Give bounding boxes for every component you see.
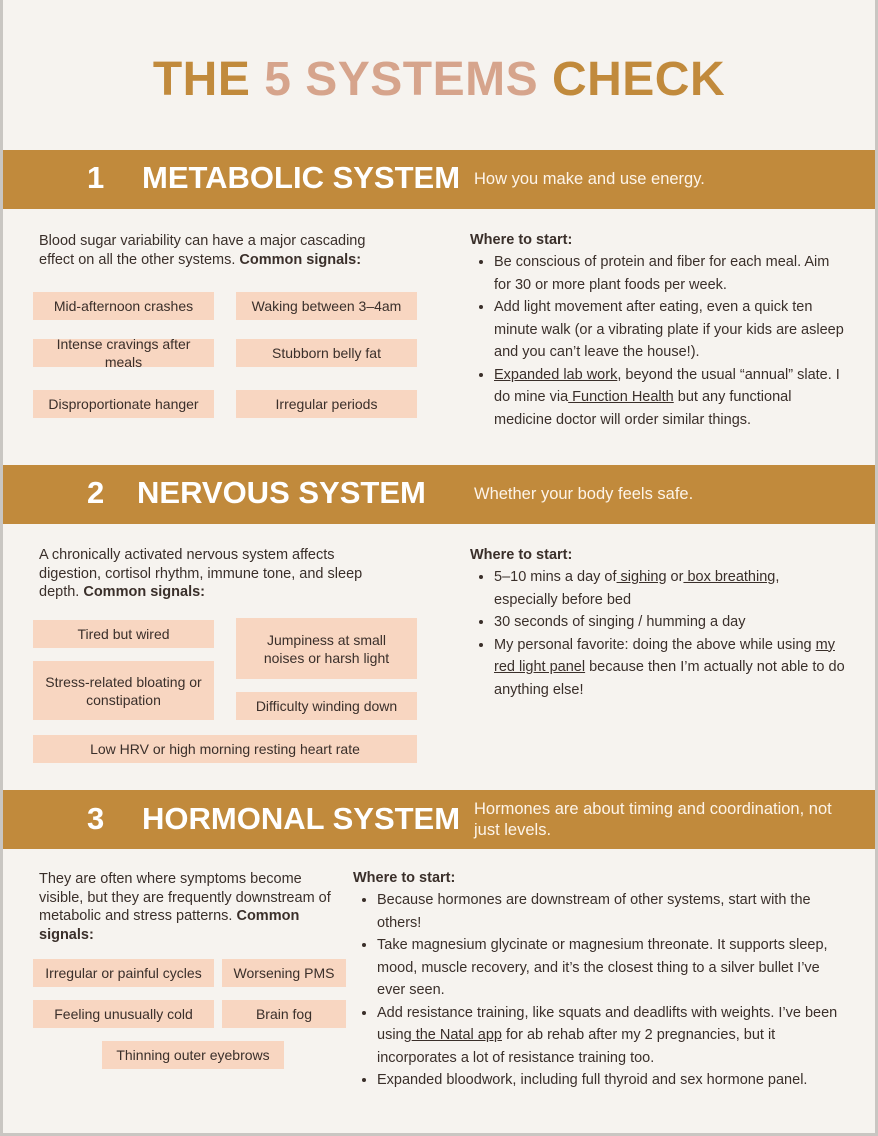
tip-item: • My personal favorite: doing the above while using my red light panel because then I’m actually not able to do anything else!: [494, 634, 845, 702]
where-to-start-heading: Where to start:: [470, 547, 573, 563]
signal-chip: Thinning outer eyebrows: [102, 1041, 284, 1069]
section-1-subtitle: How you make and use energy.: [474, 170, 705, 188]
section-1-header: [3, 150, 875, 209]
tip-item: • Add resistance training, like squats and deadlifts with weights. I’ve been using the Natal app for ab rehab after my 2 pregnancies, but it incorporates a lot of resistance training too.: [377, 1002, 849, 1070]
tip-item: • Expanded bloodwork, including full thyroid and sex hormone panel.: [377, 1069, 849, 1092]
tip-item: • Expanded lab work, beyond the usual “annual” slate. I do mine via Function Health but any functional medicine doctor will order similar things.: [494, 364, 845, 432]
section-1-number: 1: [87, 160, 105, 195]
signal-chip: Irregular periods: [236, 390, 417, 418]
page-title: THE 5 SYSTEMS CHECK: [152, 53, 726, 106]
section-3-header: [3, 790, 875, 849]
page: [3, 0, 875, 1133]
red-light-panel-link[interactable]: my red light panel: [494, 636, 835, 675]
signal-chip: Intense cravings after meals: [33, 339, 214, 367]
tip-item: • Add light movement after eating, even a quick ten minute walk (or a vibrating plate if your kids are asleep and you can’t leave the house!).: [494, 296, 845, 364]
tip-item: • Be conscious of protein and fiber for each meal. Aim for 30 or more plant foods per week.: [494, 251, 845, 296]
section-2-intro: A chronically activated nervous system affects digestion, cortisol rhythm, immune tone, and sleep depth. Common signals:: [39, 547, 363, 600]
signal-chip: Mid-afternoon crashes: [33, 292, 214, 320]
section-3-title: HORMONAL SYSTEM: [142, 801, 461, 836]
section-1-where-to-start: [470, 229, 845, 431]
tips-list: [470, 251, 845, 431]
section-2-number: 2: [87, 475, 105, 510]
tips-list: [470, 566, 845, 701]
sighing-link[interactable]: sighing: [616, 569, 667, 585]
signal-chip: Brain fog: [222, 1000, 346, 1028]
box-breathing-link[interactable]: box breathing: [683, 569, 776, 585]
tip-item: • Take magnesium glycinate or magnesium threonate. It supports sleep, mood, muscle recovery, and it’s the closest thing to a silver bullet I’ve ever seen.: [377, 934, 849, 1002]
section-2-title: NERVOUS SYSTEM: [137, 475, 426, 510]
section-1-intro: Blood sugar variability can have a major cascading effect on all the other systems. Common signals:: [39, 233, 366, 268]
signal-chip: Worsening PMS: [222, 959, 346, 987]
section-2-header: [3, 465, 875, 524]
signal-chip: Stress-related bloating or constipation: [33, 661, 214, 720]
section-3-subtitle: Hormones are about timing and coordination, not just levels.: [474, 800, 832, 839]
tip-item: • 30 seconds of singing / humming a day: [494, 611, 845, 634]
tip-item: • 5–10 mins a day of sighing or box breathing, especially before bed: [494, 566, 845, 611]
section-1-title: METABOLIC SYSTEM: [142, 160, 461, 195]
section-3-number: 3: [87, 801, 105, 836]
section-3-where-to-start: [353, 867, 849, 1092]
signal-chip: Feeling unusually cold: [33, 1000, 214, 1028]
signal-chip: Difficulty winding down: [236, 692, 417, 720]
section-2-where-to-start: [470, 544, 845, 701]
signal-chip: Waking between 3–4am: [236, 292, 417, 320]
where-to-start-heading: Where to start:: [353, 870, 456, 886]
signal-chip: Jumpiness at small noises or harsh light: [236, 618, 417, 679]
section-2-subtitle: Whether your body feels safe.: [474, 485, 694, 503]
tip-item: • Because hormones are downstream of other systems, start with the others!: [377, 889, 849, 934]
signal-chip: Irregular or painful cycles: [33, 959, 214, 987]
function-health-link[interactable]: Function Health: [568, 389, 674, 405]
signal-chip: Low HRV or high morning resting heart rate: [33, 735, 417, 763]
signal-chip: Stubborn belly fat: [236, 339, 417, 367]
signal-chip: Disproportionate hanger: [33, 390, 214, 418]
tips-list: [353, 889, 849, 1092]
section-3-intro: They are often where symptoms become visible, but they are frequently downstream of metabolic and stress patterns. Common signals:: [39, 871, 331, 943]
natal-app-link[interactable]: the Natal app: [411, 1027, 502, 1043]
expanded-lab-work-link[interactable]: Expanded lab work: [494, 366, 618, 383]
signal-chip: Tired but wired: [33, 620, 214, 648]
where-to-start-heading: Where to start:: [470, 232, 573, 248]
